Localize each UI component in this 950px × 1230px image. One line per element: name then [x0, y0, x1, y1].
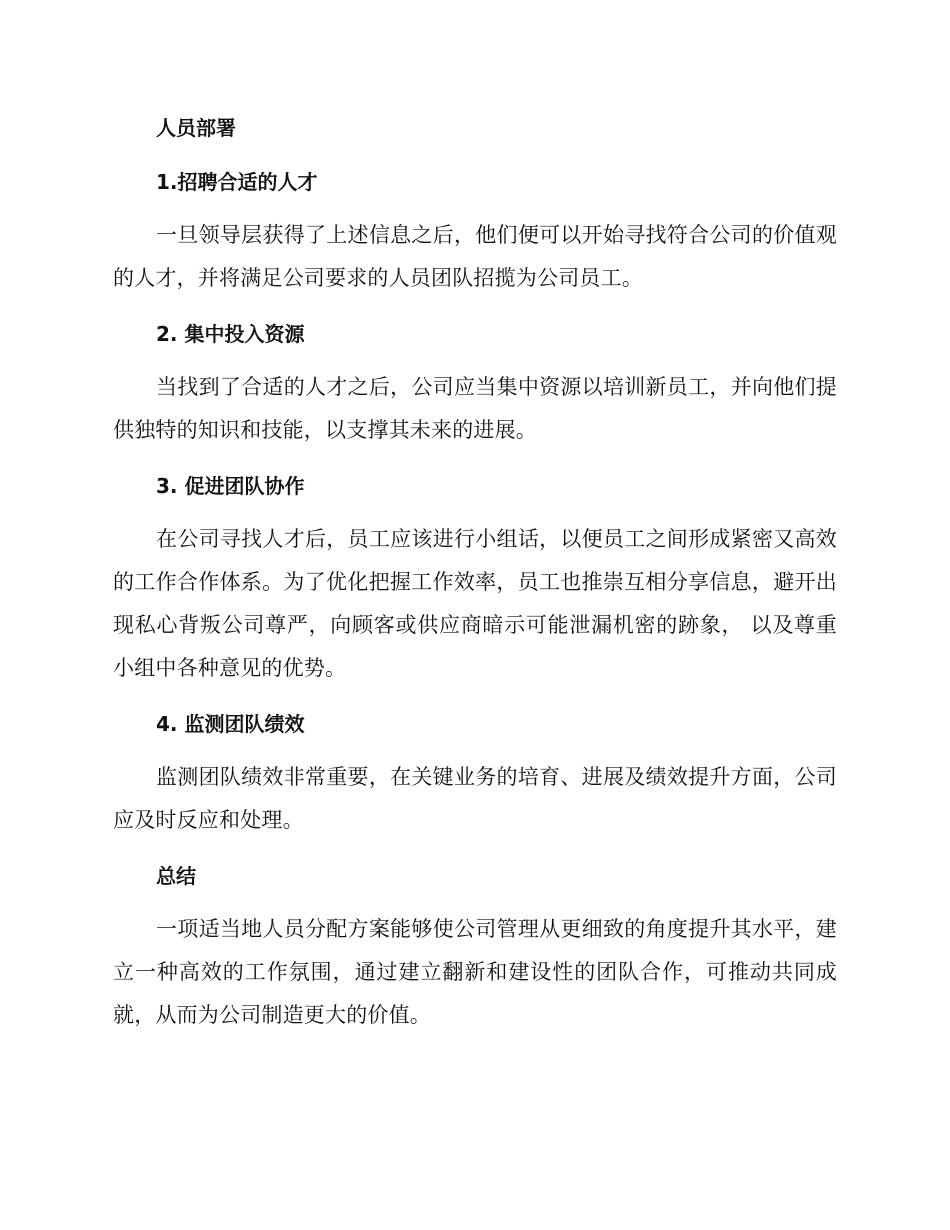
paragraph-teamwork: 在公司寻找人才后，员工应该进行小组话，以便员工之间形成紧密又高效的工作合作体系。为了优化把握工作效率，员工也推崇互相分享信息，避开出现私心背叛公司尊严，向顾客或供应商暗示可能泄漏机密的跡象， 以及尊重小组中各种意见的优势。 [113, 527, 837, 680]
section-heading-performance: 4. 监测团队绩效 [156, 712, 305, 736]
section-heading-recruit: 1.招聘合适的人才 [156, 170, 318, 194]
section-heading-teamwork: 3. 促进团队协作 [156, 474, 305, 498]
section-heading-personnel: 人员部署 [156, 116, 236, 140]
paragraph-recruit: 一旦领导层获得了上述信息之后，他们便可以开始寻找符合公司的价值观的人才，并将满足公司要求的人员团队招揽为公司员工。 [113, 223, 837, 290]
section-heading-resources: 2. 集中投入资源 [156, 322, 305, 346]
paragraph-resources: 当找到了合适的人才之后，公司应当集中资源以培训新员工，并向他们提供独特的知识和技能，以支撑其未来的进展。 [113, 375, 837, 442]
paragraph-performance: 监测团队绩效非常重要，在关键业务的培育、进展及绩效提升方面，公司应及时反应和处理。 [113, 765, 837, 832]
section-heading-summary: 总结 [156, 864, 196, 888]
paragraph-summary: 一项适当地人员分配方案能够使公司管理从更细致的角度提升其水平，建立一种高效的工作氛围，通过建立翻新和建设性的团队合作，可推动共同成就，从而为公司制造更大的价值。 [113, 917, 837, 1027]
